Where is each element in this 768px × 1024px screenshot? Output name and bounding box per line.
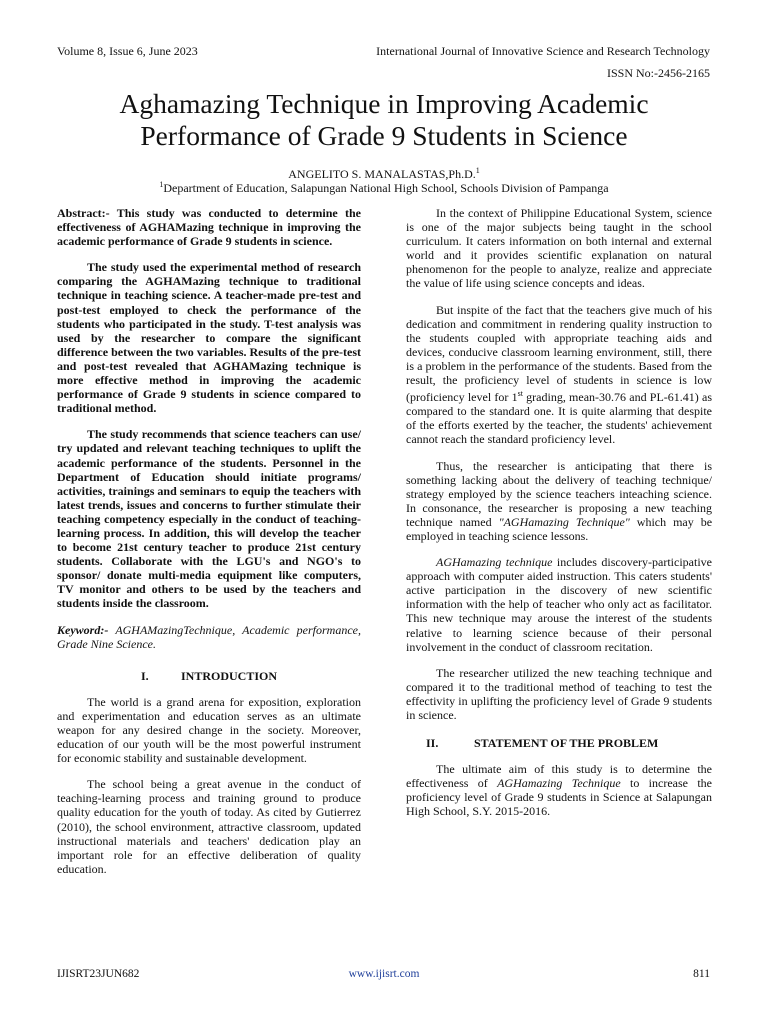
technique-paragraph <box>406 555 712 654</box>
introduction-heading <box>57 669 361 683</box>
footer-page-number: 811 <box>693 968 710 980</box>
aim-paragraph-a: The ultimate aim of this study is to determine the effectiveness of <box>406 762 712 791</box>
introduction-title: INTRODUCTION <box>180 668 277 683</box>
left-column <box>57 206 361 888</box>
proposal-paragraph-a: Thus, the researcher is anticipating that there is something lacking about the delivery of teaching technique/ strategy employed by the science teachers inteaching science. In consonance, the researcher is proposing a new teaching technique named <box>406 458 712 529</box>
author-sup: 1 <box>475 166 480 175</box>
affiliation-text: Department of Education, Salapungan National High School, Schools Division of Pampanga <box>163 181 609 195</box>
problem-paragraph-a: But inspite of the fact that the teachers give much of his dedication and commitment in rendering quality instruction to the students coupled with appropriate teaching aids and devices, conducive classroom learning environment, still, there is a problem in the performance of the students. Based from the result, the proficiency level of students in science is low (proficiency level for 1 <box>406 302 712 405</box>
abstract-paragraph-3: The study recommends that science teachers can use/ try updated and relevant teaching techniques to uplift the academic performance of the students. Personnel in the Department of Education should initiate programs/ activities, trainings and seminars to equip the teachers with latest trends, issues and concerns to further stimulate their teaching competency especially in the conduct of teaching-learning process. In addition, this will develop the teacher to become 21st century teacher to produce 21st century students. Collaborate with the LGU's and NGO's to sponsor/ donate multi-media equipment like computers, TV monitor and others to be used by the teachers and students inside the classroom. <box>57 427 361 611</box>
author-affiliation <box>0 180 768 196</box>
abstract-paragraph-2: The study used the experimental method of research comparing the AGHAMazing technique to traditional technique in teaching science. A teacher-made pre-test and post-test employed to check the performance of the students who participated in the study. T-test analysis was used by the researcher to compare the significant difference between the two variables. Results of the pre-test and post-test revealed that AGHAMazing technique is more effective method in improving the academic performance of Grade 9 students in science compared to traditional method. <box>57 260 361 416</box>
proposal-paragraph-b: which may be employed in teaching science lessons. <box>406 514 713 543</box>
proposal-paragraph <box>406 459 712 544</box>
problem-paragraph <box>406 303 712 447</box>
statement-title: STATEMENT OF THE PROBLEM <box>474 736 659 751</box>
paper-title <box>40 88 728 152</box>
introduction-paragraph-2: The school being a great avenue in the conduct of teaching-learning process and training ground to produce quality education for the youth of today. As cited by Gutierrez (2010), the school environment, attractive classroom, updated instructional materials and teachers' dedication play an important role for an effective deliberation of quality education. <box>57 777 361 876</box>
right-column <box>406 206 712 831</box>
affiliation-sup: 1 <box>159 180 164 189</box>
issn: ISSN No:-2456-2165 <box>606 66 710 80</box>
aim-paragraph <box>406 762 712 818</box>
proposal-technique-name: "AGHamazing Technique" <box>498 514 630 529</box>
technique-paragraph-text: includes discovery-participative approach with computer aided instruction. This caters students' active participation in the discovery of new scientific information with the help of teacher who only act as facilitator. This new technique may arouse the interest of the students relative to learning science because of their personal involvement in the conduct of classroom recitation. <box>406 555 712 654</box>
keyword-label: Keyword:- <box>57 622 109 637</box>
problem-paragraph-b: grading, mean-30.76 and PL-61.41) as compared to the standard one. It is quite alarming that despite of the efforts exerted by the teacher, the students' achievement cannot reach the standard proficiency level. <box>406 390 712 447</box>
statement-number: II. <box>426 736 439 751</box>
introduction-number: I. <box>140 668 149 683</box>
keyword-text: AGHAMazingTechnique, Academic performance, Grade Nine Science. <box>57 622 361 651</box>
title-line-1: Aghamazing Technique in Improving Academic <box>119 88 649 119</box>
aim-paragraph-b: to increase the proficiency level of Grade 9 students in Science at Salapungan High School, S.Y. 2015-2016. <box>406 776 712 819</box>
footer-website-link[interactable]: www.ijisrt.com <box>348 968 420 980</box>
problem-sup: st <box>517 389 523 399</box>
footer-paper-id: IJISRT23JUN682 <box>57 968 140 980</box>
introduction-paragraph-1: The world is a grand arena for exposition, exploration and experimentation and education serves as an ultimate weapon for any desired change in the society. Moreover, education of our youth will be the most powerful instrument for economic stability and sustainable development. <box>57 694 361 766</box>
abstract-paragraph-1: Abstract:- This study was conducted to determine the effectiveness of AGHAMazing technique in improving the academic performance of Grade 9 students in science. <box>57 206 361 249</box>
aim-technique-name: AGHamazing Technique <box>497 776 621 791</box>
author-name-text: ANGELITO S. MANALASTAS,Ph.D. <box>288 167 476 181</box>
technique-name: AGHamazing technique <box>436 555 553 570</box>
journal-name: International Journal of Innovative Science and Research Technology <box>376 44 710 58</box>
context-paragraph: In the context of Philippine Educational System, science is one of the major subjects being taught in the school curriculum. It caters information on both internal and external world and it provides scientific explanation on natural phenomenon for the people to analyze, realize and appreciate the value of life using science concepts and ideas. <box>406 206 712 291</box>
title-line-2: Performance of Grade 9 Students in Science <box>140 120 628 151</box>
volume-issue: Volume 8, Issue 6, June 2023 <box>57 44 198 58</box>
keywords <box>57 623 361 651</box>
statement-heading <box>406 736 712 750</box>
method-paragraph: The researcher utilized the new teaching technique and compared it to the traditional method of teaching to test the effectivity in uplifting the proficiency level of Grade 9 students in science. <box>406 665 712 722</box>
